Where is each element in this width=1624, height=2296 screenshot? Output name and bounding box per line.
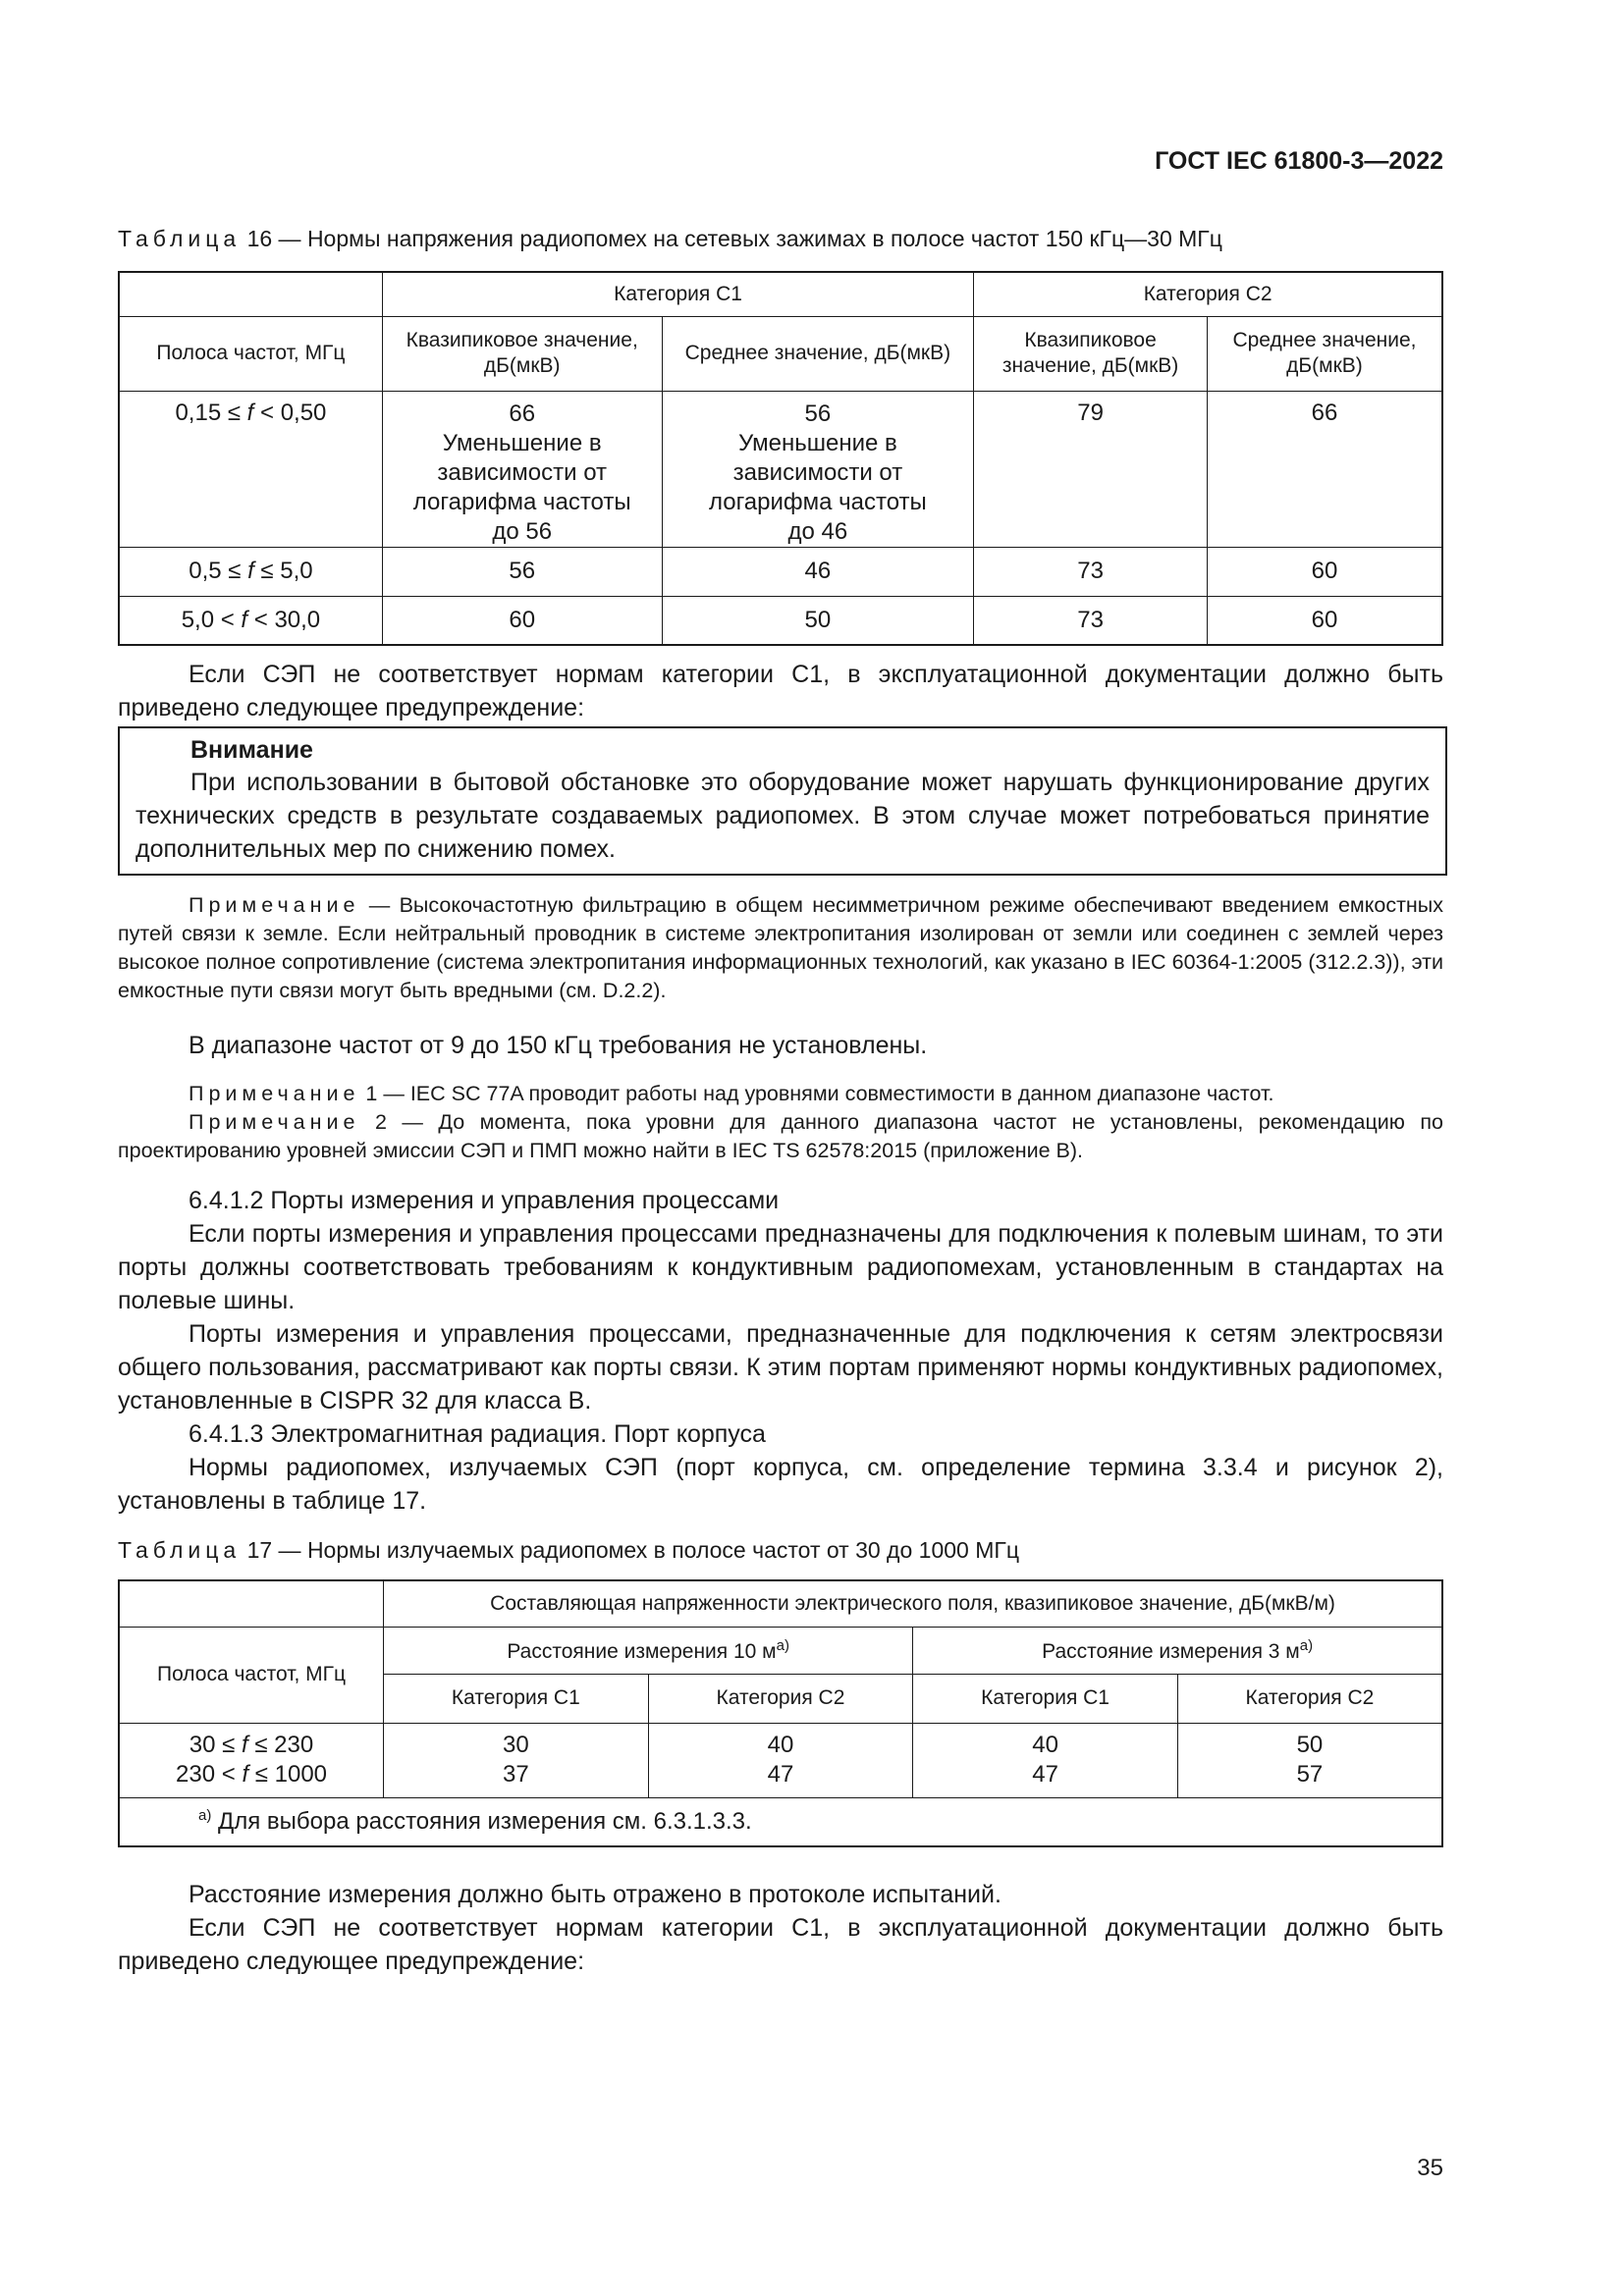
table16-col-qp-c1: Квазипиковое значение, дБ(мкВ)	[382, 316, 662, 391]
table17-dist10: Расстояние измерения 10 $м^{а)}$	[384, 1627, 913, 1674]
final-paragraphs	[118, 1878, 1443, 1978]
table16	[118, 271, 1443, 646]
table16-avg-c2-cell: 60	[1207, 596, 1442, 645]
paragraph-9-150khz: В диапазоне частот от 9 до 150 кГц требования не установлены.	[189, 1032, 928, 1059]
table16-caption-word: Таблица	[118, 226, 242, 251]
table17-footnote-row	[119, 1797, 1442, 1846]
table16-avg-c2-cell: 60	[1207, 547, 1442, 596]
table17-top-header: Составляющая напряженности электрического поля, квазипиковое значение, дБ(мкВ/м)	[384, 1580, 1442, 1627]
table17-d10-cat-c2: Категория С2	[648, 1674, 913, 1723]
section-6413-heading: 6.4.1.3 Электромагнитная радиация. Порт корпуса	[189, 1420, 766, 1448]
table17-d10-c1-cell: 30 37	[384, 1723, 649, 1797]
table17	[118, 1579, 1443, 1847]
table-row	[119, 391, 1442, 547]
section-6412	[118, 1184, 1443, 1518]
table-row	[119, 1723, 1442, 1797]
table16-col-qp-c2: Квазипиковое значение, дБ(мкВ)	[974, 316, 1208, 391]
table16-qp-c1-note: Уменьшение в зависимости от логарифма частоты до 56	[412, 429, 631, 545]
note-hf-filtering: Примечание — Высокочастотную фильтрацию в общем несимметричном режиме обеспечивают введением емкостных путей связи к земле. Если нейтральный проводник в системе электропитания изолирован от земли или соединен с землей через высокое полное сопротивление (система электропитания информационных технологий, как указано в IEC 60364-1:2005 (312.2.3)), эти емкостные пути связи могут быть вредными (см. D.2.2).	[118, 893, 1443, 1002]
table16-qp-c1-cell: 66 Уменьшение в зависимости от логарифма частоты до 56	[382, 391, 662, 547]
table16-col-avg-c2: Среднее значение, дБ(мкВ)	[1207, 316, 1442, 391]
table16-col-avg-c1: Среднее значение, дБ(мкВ)	[662, 316, 974, 391]
table17-caption-word: Таблица	[118, 1537, 242, 1563]
table16-header-row-2	[119, 316, 1442, 391]
table17-caption-text: 17 — Нормы излучаемых радиопомех в полосе частот от 30 до 1000 МГц	[241, 1537, 1019, 1563]
section-6412-p2: Порты измерения и управления процессами, предназначенные для подключения к сетям электросвязи общего пользования, рассматривают как порты связи. К этим портам применяют нормы кондуктивных радиопомех, установленные в CISPR 32 для класса В.	[118, 1320, 1443, 1415]
table16-qp-c2-cell: 73	[974, 596, 1208, 645]
table16-avg-c2-cell: 66	[1207, 391, 1442, 547]
table16-band-cell: 5,0 < f < 30,0	[119, 596, 382, 645]
table17-col-band: Полоса частот, МГц	[119, 1627, 384, 1723]
table16-wrapper	[118, 271, 1443, 646]
table17-d10-cat-c1: Категория С1	[384, 1674, 649, 1723]
note-1: Примечание 1 — IEC SC 77A проводит работы над уровнями совместимости в данном диапазоне частот.	[189, 1082, 1274, 1105]
table16-caption-text: 16 — Нормы напряжения радиопомех на сетевых зажимах в полосе частот 150 кГц—30 МГц	[241, 226, 1222, 251]
table16-empty-corner	[119, 272, 382, 316]
table17-caption	[118, 1535, 1443, 1565]
warning-box	[118, 726, 1447, 876]
table17-header-row-2	[119, 1627, 1442, 1674]
table16-avg-c1-cell: 50	[662, 596, 974, 645]
notes-block	[118, 1080, 1443, 1165]
document-code-header: ГОСТ IEC 61800-3—2022	[1155, 147, 1443, 175]
table16-qp-c2-cell: 79	[974, 391, 1208, 547]
paragraph-protocol: Расстояние измерения должно быть отражено в протоколе испытаний.	[189, 1881, 1001, 1908]
paragraph-warning-intro: Если СЭП не соответствует нормам категории С1, в эксплуатационной документации должно быть приведено следующее предупреждение:	[118, 661, 1443, 721]
table17-header-row-1	[119, 1580, 1442, 1627]
section-6413-p1: Нормы радиопомех, излучаемых СЭП (порт корпуса, см. определение термина 3.3.4 и рисунок 2), установлены в таблице 17.	[118, 1454, 1443, 1515]
table17-d3-cat-c1: Категория С1	[913, 1674, 1178, 1723]
table17-d3-c1-cell: 40 47	[913, 1723, 1178, 1797]
table17-footnote: $^{а)}$ Для выбора расстояния измерения см. 6.3.1.3.3.	[119, 1797, 1442, 1846]
table16-qp-c2-cell: 73	[974, 547, 1208, 596]
table16-band-cell: 0,15 ≤ f < 0,50	[119, 391, 382, 547]
paragraph-warning-intro-2: Если СЭП не соответствует нормам категории С1, в эксплуатационной документации должно быть приведено следующее предупреждение:	[118, 1914, 1443, 1975]
note-2: Примечание 2 — До момента, пока уровни для данного диапазона частот не установлены, рекомендацию по проектированию уровней эмиссии СЭП и ПМП можно найти в IEC TS 62578:2015 (приложение В).	[118, 1110, 1443, 1162]
table16-avg-c1-cell: 46	[662, 547, 974, 596]
table17-d3-cat-c2: Категория С2	[1177, 1674, 1442, 1723]
table16-col-band: Полоса частот, МГц	[119, 316, 382, 391]
table-row	[119, 596, 1442, 645]
table16-band-cell: 0,5 ≤ f ≤ 5,0	[119, 547, 382, 596]
warning-title: Внимание	[190, 736, 313, 764]
table16-caption	[118, 224, 1443, 253]
section-6412-heading: 6.4.1.2 Порты измерения и управления процессами	[189, 1187, 780, 1214]
table16-avg-c1-cell: 56 Уменьшение в зависимости от логарифма частоты до 46	[662, 391, 974, 547]
warning-text: При использовании в бытовой обстановке это оборудование может нарушать функционирование других технических средств в результате создаваемых радиопомех. В этом случае может потребоваться принятие дополнительных мер по снижению помех.	[135, 769, 1430, 863]
table16-avg-c1-note: Уменьшение в зависимости от логарифма частоты до 46	[708, 429, 927, 545]
table17-empty-corner	[119, 1580, 384, 1627]
table-row	[119, 547, 1442, 596]
page-number: 35	[1417, 2155, 1443, 2181]
table17-d10-c2-cell: 40 47	[648, 1723, 913, 1797]
section-6412-p1: Если порты измерения и управления процессами предназначены для подключения к полевым шинам, то эти порты должны соответствовать требованиям к кондуктивным радиопомехам, установленным в стандартах на полевые шины.	[118, 1220, 1443, 1314]
table16-header-row-1	[119, 272, 1442, 316]
table17-wrapper	[118, 1579, 1443, 1847]
table17-dist3: Расстояние измерения 3 $м^{а)}$	[913, 1627, 1442, 1674]
table16-qp-c1-cell: 60	[382, 596, 662, 645]
table17-d3-c2-cell: 50 57	[1177, 1723, 1442, 1797]
table16-cat-c1: Категория С1	[382, 272, 973, 316]
table16-cat-c2: Категория С2	[974, 272, 1442, 316]
table16-qp-c1-cell: 56	[382, 547, 662, 596]
table17-band-cell: 30 ≤ f ≤ 230 230 < f ≤ 1000	[119, 1723, 384, 1797]
